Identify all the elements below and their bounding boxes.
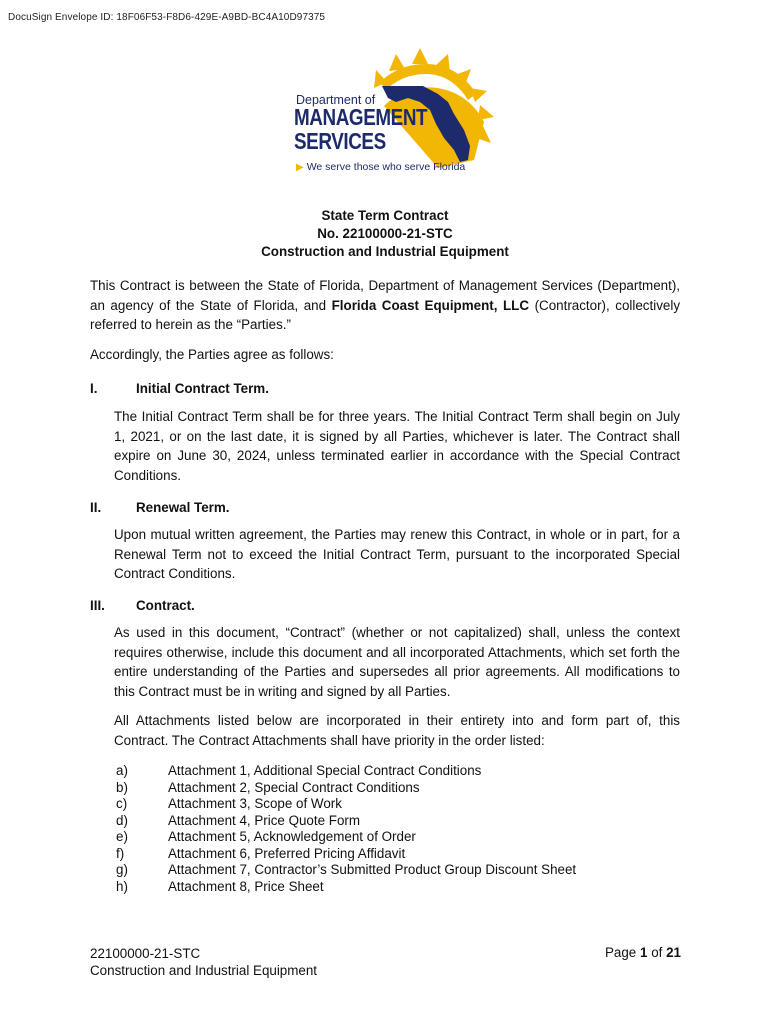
section-3-paragraph-2: All Attachments listed below are incorporated in their entirety into and form part of, this Contract. The Contract Attachments shall have priority in the order listed:: [114, 713, 680, 748]
page-number: Page 1 of 21: [604, 945, 681, 960]
contractor-name: Florida Coast Equipment, LLC: [331, 297, 530, 313]
contract-title: [0, 207, 770, 261]
footer-contract-name: Construction and Industrial Equipment: [90, 963, 318, 978]
accordingly-paragraph: Accordingly, the Parties agree as follows:: [90, 347, 334, 362]
dms-logo: [288, 42, 528, 177]
logo-line-services: SERVICES: [294, 128, 386, 154]
section-2-title: Renewal Term.: [136, 500, 230, 515]
section-1-paragraph: The Initial Contract Term shall be for three years. The Initial Contract Term shall begin on July 1, 2021, or on the last date, it is signed by all Parties, whichever is later. The Contract shall expire on June 30, 2024, unless terminated earlier in accordance with the Special Contract Conditions.: [114, 409, 680, 483]
section-3-paragraph-1: As used in this document, “Contract” (whether or not capitalized) shall, unless the context requires otherwise, include this document and all incorporated Attachments, which set forth the entire understanding of the Parties and supersedes all prior agreements. All modifications to this Contract must be in writing and signed by all Parties.: [114, 625, 680, 699]
title-line-2: No. 22100000-21-STC: [317, 226, 453, 241]
intro-paragraph: [90, 276, 680, 335]
section-3-title: Contract.: [136, 598, 195, 613]
intro-text-2: (Contractor), collectively referred to herein as the “Parties.”: [90, 297, 681, 332]
title-line-3: Construction and Industrial Equipment: [261, 244, 509, 259]
footer-contract-number: 22100000-21-STC: [90, 946, 201, 961]
docusign-envelope-id: DocuSign Envelope ID: 18F06F53-F8D6-429E-A9BD-BC4A10D97375: [8, 12, 326, 23]
logo-tagline: [296, 161, 465, 173]
play-arrow-icon: ▶: [296, 162, 304, 173]
logo-line-department: Department of: [296, 93, 376, 107]
section-1-title: Initial Contract Term.: [136, 381, 269, 396]
tagline-text: We serve those who serve Florida: [306, 161, 466, 173]
section-3-number: III.: [90, 598, 105, 613]
section-1-number: I.: [90, 381, 98, 396]
intro-text-1: This Contract is between the State of Florida, Department of Management Services (Department), an agency of the State of Florida, and: [90, 278, 680, 313]
section-2-paragraph: Upon mutual written agreement, the Parties may renew this Contract, in whole or in part, for a Renewal Term not to exceed the Initial Contract Term, pursuant to the incorporated Special Contract Conditions.: [114, 527, 680, 581]
title-line-1: State Term Contract: [321, 208, 449, 223]
section-2-number: II.: [90, 500, 102, 515]
logo-line-management: MANAGEMENT: [294, 104, 428, 130]
footer-contract-info: [90, 945, 317, 979]
